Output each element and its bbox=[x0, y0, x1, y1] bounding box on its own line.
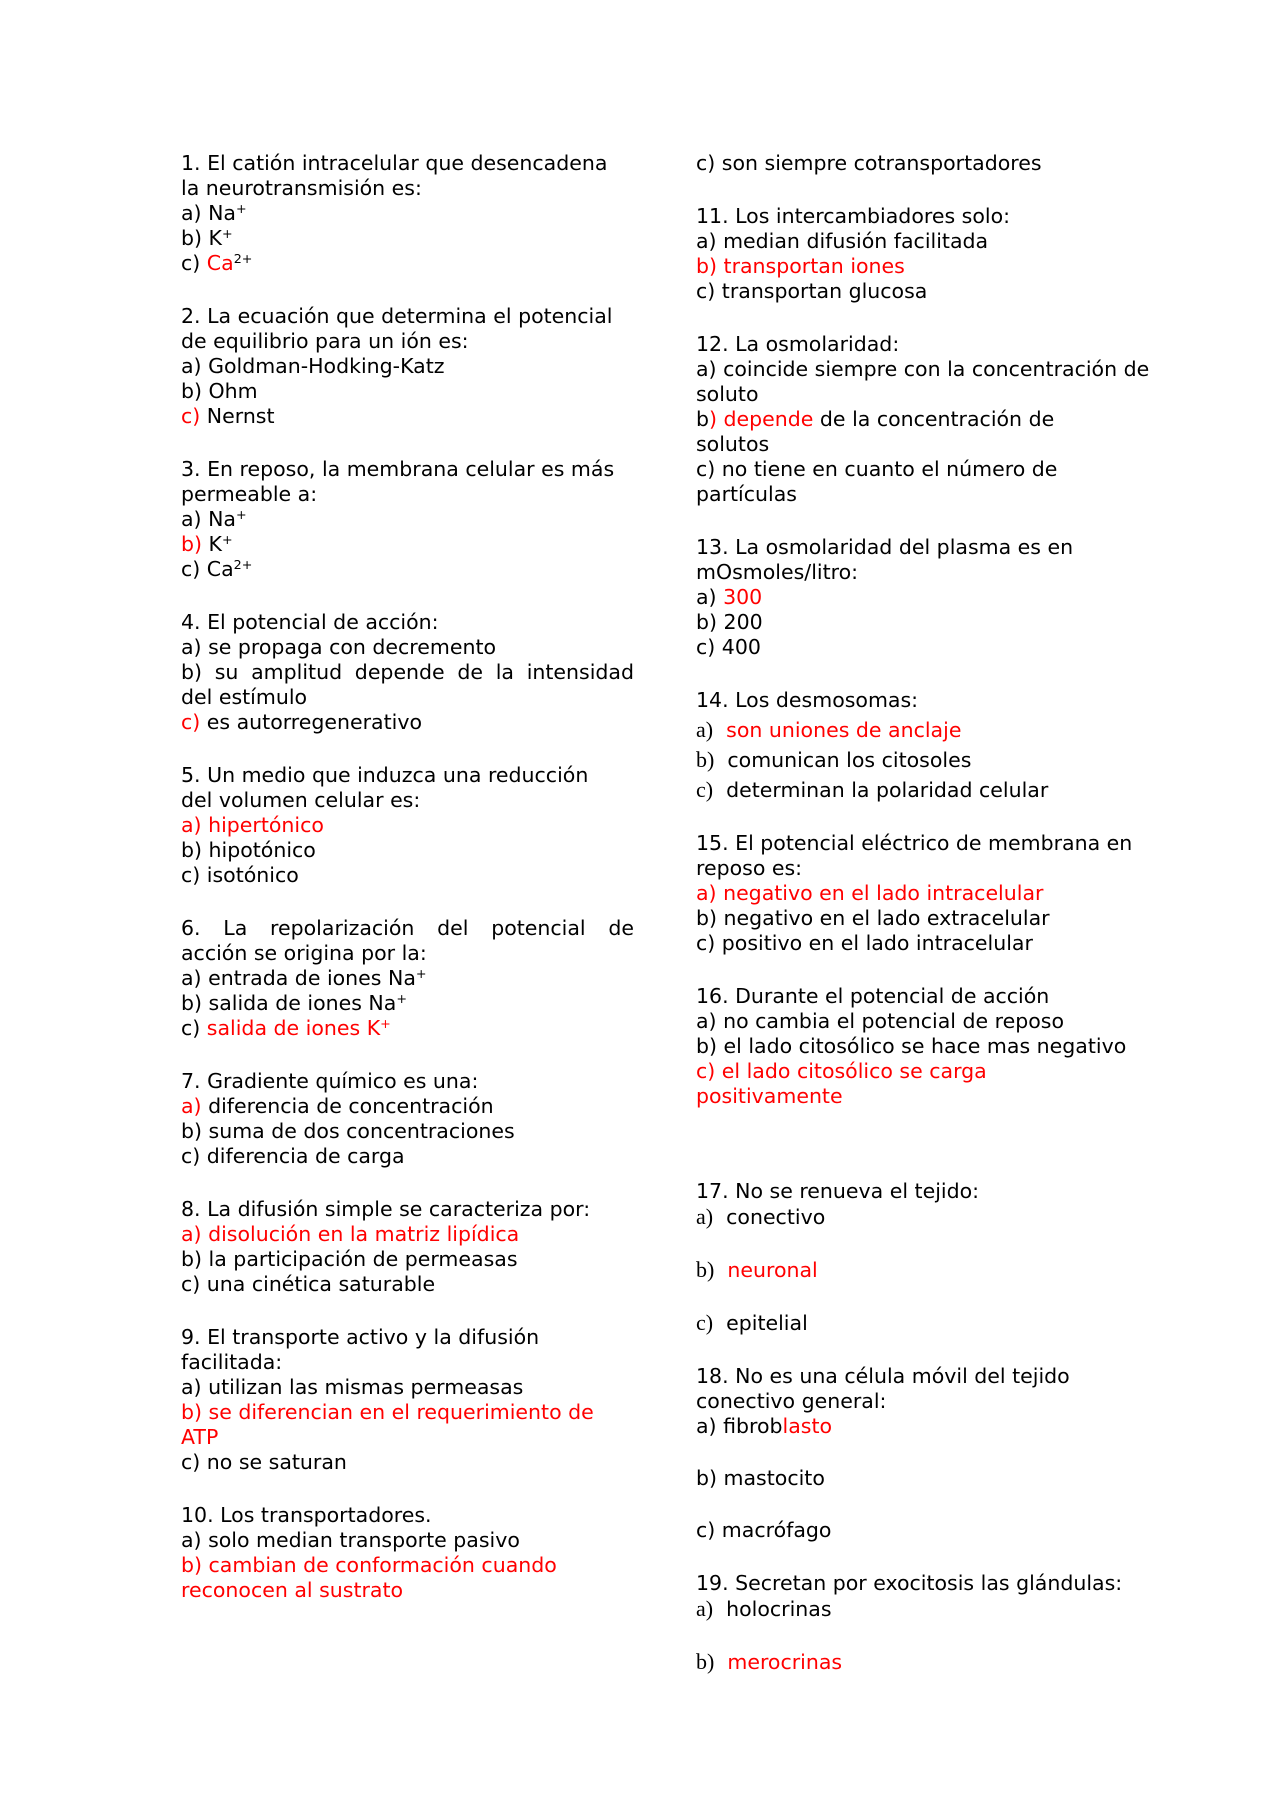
question-17 bbox=[696, 1179, 1174, 1336]
option-b-answer: b) K+ bbox=[181, 532, 233, 556]
option-b-answer-cont: ATP bbox=[181, 1425, 219, 1449]
question-stem: 18. No es una célula móvil del tejido bbox=[696, 1364, 1070, 1388]
option-a-answer: a) son uniones de anclaje bbox=[696, 717, 962, 742]
question-stem: 3. En reposo, la membrana celular es más bbox=[181, 457, 615, 481]
question-14 bbox=[696, 688, 1174, 803]
option-a: a) conectivo bbox=[696, 1204, 826, 1229]
question-stem: de equilibrio para un ión es: bbox=[181, 329, 469, 353]
question-18 bbox=[696, 1364, 1174, 1543]
question-stem: del volumen celular es: bbox=[181, 788, 421, 812]
question-11 bbox=[696, 204, 1174, 304]
option-a: a) coincide siempre con la concentración de bbox=[696, 357, 1150, 381]
option-a: a) solo median transporte pasivo bbox=[181, 1528, 520, 1552]
option-b-answer: b) transportan iones bbox=[696, 254, 905, 278]
option-c-answer-cont: positivamente bbox=[696, 1084, 843, 1108]
right-column bbox=[696, 151, 1174, 1703]
question-5 bbox=[181, 763, 634, 888]
question-stem: la neurotransmisión es: bbox=[181, 176, 422, 200]
question-stem: 7. Gradiente químico es una: bbox=[181, 1069, 479, 1093]
question-stem: 11. Los intercambiadores solo: bbox=[696, 204, 1011, 228]
option-b-answer: b) neuronal bbox=[696, 1257, 818, 1282]
question-4 bbox=[181, 610, 634, 735]
question-stem: 12. La osmolaridad: bbox=[696, 332, 900, 356]
option-c: c) 400 bbox=[696, 635, 761, 659]
option-a: a) utilizan las mismas permeasas bbox=[181, 1375, 524, 1399]
option-b-answer: b) merocrinas bbox=[696, 1649, 843, 1674]
option-a: a) Na+ bbox=[181, 507, 247, 531]
option-c: c) una cinética saturable bbox=[181, 1272, 436, 1296]
question-stem: 2. La ecuación que determina el potencial bbox=[181, 304, 613, 328]
option-b-answer-cont: reconocen al sustrato bbox=[181, 1578, 404, 1602]
option-a-answer: a) 300 bbox=[696, 585, 763, 609]
option-c-answer: c) $Ca^{2+}$ bbox=[181, 251, 253, 275]
question-stem: 8. La difusión simple se caracteriza por: bbox=[181, 1197, 591, 1221]
question-stem: 13. La osmolaridad del plasma es en bbox=[696, 535, 1074, 559]
option-b: b) 200 bbox=[696, 610, 763, 634]
question-19 bbox=[696, 1571, 1174, 1675]
question-13 bbox=[696, 535, 1174, 660]
question-stem: 17. No se renueva el tejido: bbox=[696, 1179, 980, 1203]
question-stem: 19. Secretan por exocitosis las glándulas: bbox=[696, 1571, 1123, 1595]
option-a: a) no cambia el potencial de reposo bbox=[696, 1009, 1064, 1033]
question-9 bbox=[181, 1325, 634, 1475]
question-stem: mOsmoles/litro: bbox=[696, 560, 859, 584]
option-b: b) su amplitud depende de la intensidad bbox=[181, 660, 634, 684]
option-c: c) no tiene en cuanto el número de bbox=[696, 457, 1058, 481]
option-b-answer: b) se diferencian en el requerimiento de bbox=[181, 1400, 594, 1424]
question-15 bbox=[696, 831, 1174, 956]
option-c: c) determinan la polaridad celular bbox=[696, 777, 1049, 802]
option-a-cont: soluto bbox=[696, 382, 759, 406]
option-c: c) son siempre cotransportadores bbox=[696, 151, 1042, 175]
option-b: b) mastocito bbox=[696, 1466, 825, 1490]
question-stem: 10. Los transportadores. bbox=[181, 1503, 432, 1527]
option-c: c) no se saturan bbox=[181, 1450, 347, 1474]
option-b: b) hipotónico bbox=[181, 838, 316, 862]
question-12 bbox=[696, 332, 1174, 507]
option-c-answer: c) el lado citosólico se carga bbox=[696, 1059, 987, 1083]
question-3 bbox=[181, 457, 634, 582]
question-stem: acción se origina por la: bbox=[181, 941, 427, 965]
option-a: a) holocrinas bbox=[696, 1596, 832, 1621]
option-b: b) el lado citosólico se hace mas negativo bbox=[696, 1034, 1127, 1058]
option-c: c) diferencia de carga bbox=[181, 1144, 405, 1168]
option-c: c) isotónico bbox=[181, 863, 299, 887]
question-7 bbox=[181, 1069, 634, 1169]
option-b-cont: solutos bbox=[696, 432, 770, 456]
option-a-answer: a) disolución en la matriz lipídica bbox=[181, 1222, 520, 1246]
option-a: a) entrada de iones Na+ bbox=[181, 966, 427, 990]
question-16 bbox=[696, 984, 1174, 1109]
question-stem: facilitada: bbox=[181, 1350, 283, 1374]
question-stem: reposo es: bbox=[696, 856, 803, 880]
option-c: c) transportan glucosa bbox=[696, 279, 928, 303]
option-c: c) positivo en el lado intracelular bbox=[696, 931, 1033, 955]
question-6 bbox=[181, 916, 634, 1041]
option-b-answer: b) cambian de conformación cuando bbox=[181, 1553, 557, 1577]
option-b: b) Ohm bbox=[181, 379, 258, 403]
question-10 bbox=[181, 1503, 634, 1603]
option-b: b) comunican los citosoles bbox=[696, 747, 972, 772]
option-a-answer: a) negativo en el lado intracelular bbox=[696, 881, 1044, 905]
option-a-answer: a) diferencia de concentración bbox=[181, 1094, 494, 1118]
option-a: a) Goldman-Hodking-Katz bbox=[181, 354, 445, 378]
question-1 bbox=[181, 151, 634, 276]
option-a-answer: a) fibroblasto bbox=[696, 1414, 833, 1438]
question-stem: conectivo general: bbox=[696, 1389, 887, 1413]
option-b-answer: b) depende de la concentración de bbox=[696, 407, 1055, 431]
question-8 bbox=[181, 1197, 634, 1297]
question-stem: permeable a: bbox=[181, 482, 318, 506]
question-stem: 16. Durante el potencial de acción bbox=[696, 984, 1050, 1008]
option-b: b) la participación de permeasas bbox=[181, 1247, 518, 1271]
option-b-cont: del estímulo bbox=[181, 685, 308, 709]
question-10-continued bbox=[696, 151, 1174, 176]
question-stem: 14. Los desmosomas: bbox=[696, 688, 919, 712]
question-2 bbox=[181, 304, 634, 429]
question-stem: 4. El potencial de acción: bbox=[181, 610, 439, 634]
question-stem: 6. La repolarización del potencial de bbox=[181, 916, 634, 940]
question-stem: 5. Un medio que induzca una reducción bbox=[181, 763, 589, 787]
option-c: c) macrófago bbox=[696, 1518, 832, 1542]
option-c-answer: c) salida de iones K+ bbox=[181, 1016, 391, 1040]
option-a-answer: a) hipertónico bbox=[181, 813, 324, 837]
option-b: b) K+ bbox=[181, 226, 233, 250]
option-c-cont: partículas bbox=[696, 482, 797, 506]
option-b: b) suma de dos concentraciones bbox=[181, 1119, 515, 1143]
option-b: b) salida de iones Na+ bbox=[181, 991, 407, 1015]
option-c-answer: c) es autorregenerativo bbox=[181, 710, 423, 734]
question-stem: 1. El catión intracelular que desencadena bbox=[181, 151, 608, 175]
option-a: a) Na+ bbox=[181, 201, 247, 225]
question-stem: 15. El potencial eléctrico de membrana en bbox=[696, 831, 1133, 855]
option-c-answer: c) Nernst bbox=[181, 404, 275, 428]
question-stem: 9. El transporte activo y la difusión bbox=[181, 1325, 540, 1349]
option-a: a) median difusión facilitada bbox=[696, 229, 989, 253]
left-column bbox=[181, 151, 634, 1631]
option-b: b) negativo en el lado extracelular bbox=[696, 906, 1050, 930]
option-c: c) epitelial bbox=[696, 1310, 808, 1335]
option-c: c) $Ca^{2+}$ bbox=[181, 557, 253, 581]
option-a: a) se propaga con decremento bbox=[181, 635, 497, 659]
